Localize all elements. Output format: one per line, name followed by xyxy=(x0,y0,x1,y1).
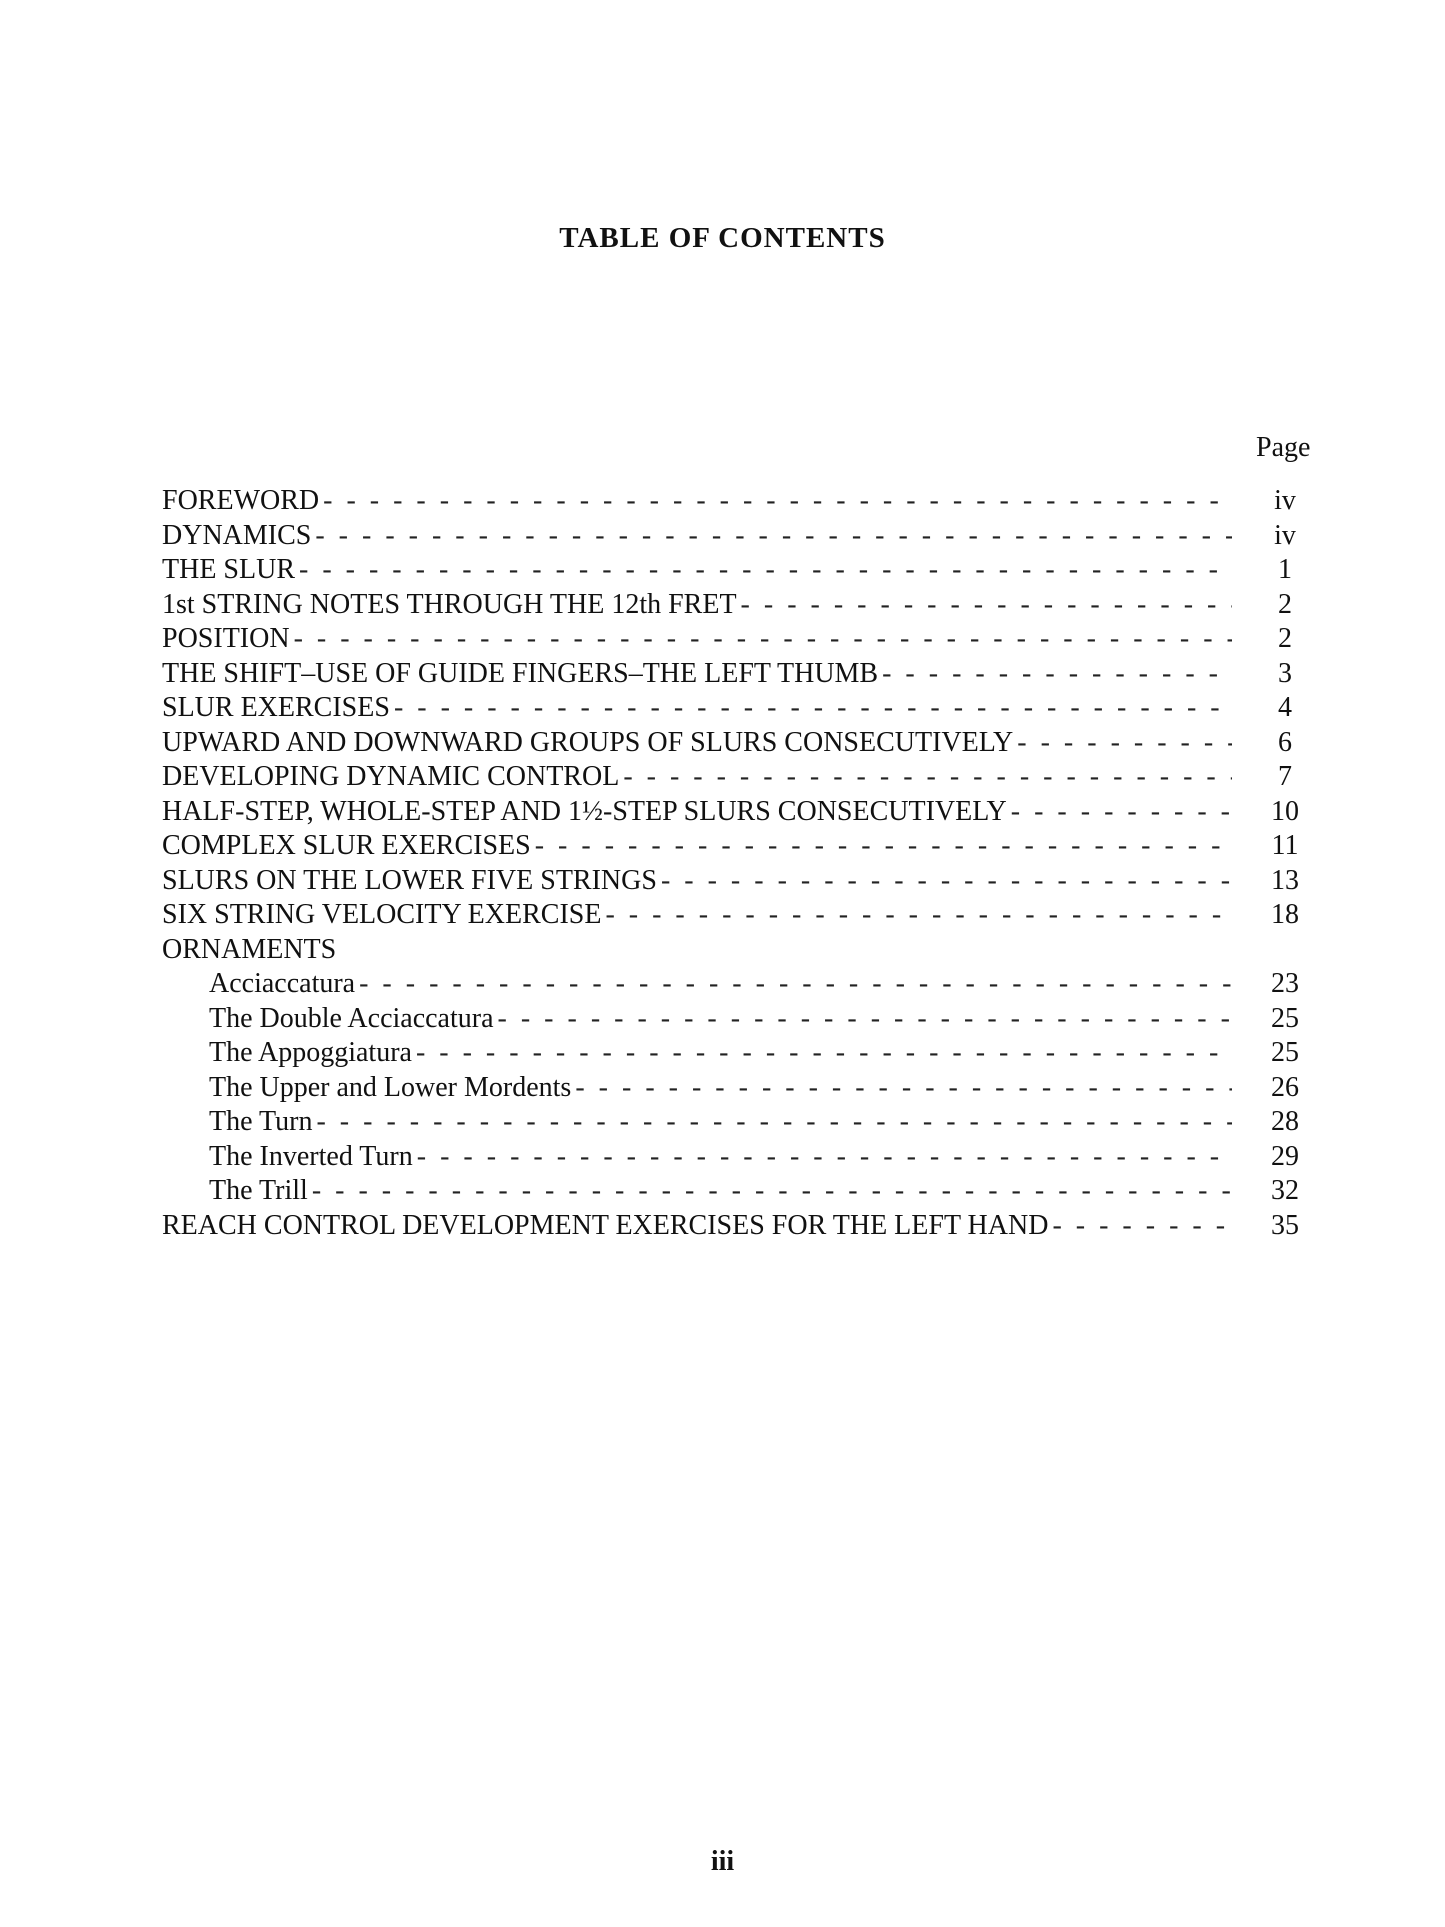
table-of-contents xyxy=(162,484,1312,1243)
toc-entry-page: 11 xyxy=(1271,830,1299,861)
toc-dot-leader xyxy=(294,622,1232,657)
toc-entry-page: 3 xyxy=(1278,657,1292,689)
toc-entry-page: 10 xyxy=(1271,795,1299,827)
toc-entry-title: SIX STRING VELOCITY EXERCISE xyxy=(162,899,602,930)
toc-entry-title: UPWARD AND DOWNWARD GROUPS OF SLURS CONSECUTIVELY xyxy=(162,726,1014,758)
toc-entry-title: The Turn xyxy=(209,1106,313,1137)
toc-entry-page: 4 xyxy=(1278,692,1292,723)
toc-dot-leader xyxy=(315,519,1232,554)
toc-entry-page: 25 xyxy=(1271,1037,1299,1068)
toc-entry-page: 32 xyxy=(1271,1175,1299,1206)
toc-entry xyxy=(162,519,1312,554)
toc-entry xyxy=(162,898,1312,933)
toc-entry-title: HALF-STEP, WHOLE-STEP AND 1½-STEP SLURS CONSECUTIVELY xyxy=(162,795,1007,827)
toc-entry-page: 18 xyxy=(1271,899,1299,930)
toc-dot-leader xyxy=(299,553,1232,588)
toc-entry xyxy=(162,1002,1312,1037)
toc-entry-title: DEVELOPING DYNAMIC CONTROL xyxy=(162,761,620,792)
toc-entry-title: ORNAMENTS xyxy=(162,933,337,965)
toc-entry-title: The Appoggiatura xyxy=(209,1037,412,1068)
toc-entry-page: 6 xyxy=(1278,726,1292,758)
toc-entry-title: SLUR EXERCISES xyxy=(162,692,390,723)
toc-dot-leader xyxy=(882,657,1232,692)
toc-entry-title: POSITION xyxy=(162,623,290,654)
toc-entry-title: The Double Acciaccatura xyxy=(209,1002,494,1034)
toc-entry-page: 2 xyxy=(1278,588,1292,620)
page-title: TABLE OF CONTENTS xyxy=(559,222,886,254)
toc-entry xyxy=(162,553,1312,588)
toc-entry xyxy=(162,1105,1312,1140)
toc-entry xyxy=(162,726,1312,761)
toc-entry xyxy=(162,657,1312,692)
toc-entry-title: Acciaccatura xyxy=(209,968,356,999)
page-column-header: Page xyxy=(1256,432,1311,463)
toc-entry-title: FOREWORD xyxy=(162,485,320,516)
toc-entry xyxy=(162,1036,1312,1071)
toc-dot-leader xyxy=(535,829,1232,864)
toc-entry-title: The Trill xyxy=(209,1175,308,1206)
toc-dot-leader xyxy=(575,1071,1232,1106)
toc-entry-page: 13 xyxy=(1271,864,1299,896)
toc-entry xyxy=(162,933,1312,968)
toc-entry xyxy=(162,795,1312,830)
toc-entry-title: The Upper and Lower Mordents xyxy=(209,1071,572,1103)
toc-entry-page: iv xyxy=(1274,485,1296,516)
toc-entry xyxy=(162,1071,1312,1106)
toc-entry xyxy=(162,1209,1312,1244)
toc-entry-page: 35 xyxy=(1271,1209,1299,1241)
toc-dot-leader xyxy=(312,1174,1232,1209)
toc-entry-title: COMPLEX SLUR EXERCISES xyxy=(162,830,531,861)
toc-dot-leader xyxy=(605,898,1232,933)
toc-entry xyxy=(162,588,1312,623)
toc-entry xyxy=(162,1140,1312,1175)
toc-entry xyxy=(162,967,1312,1002)
toc-entry-page: 2 xyxy=(1278,623,1292,654)
toc-entry xyxy=(162,484,1312,519)
toc-entry-title: THE SLUR xyxy=(162,554,295,585)
toc-dot-leader xyxy=(1011,795,1232,830)
toc-dot-leader xyxy=(1017,726,1232,761)
toc-entry-page: 7 xyxy=(1278,761,1292,792)
toc-entry-page: 23 xyxy=(1271,968,1299,999)
toc-dot-leader xyxy=(359,967,1232,1002)
toc-entry xyxy=(162,864,1312,899)
toc-entry xyxy=(162,829,1312,864)
toc-entry-title: REACH CONTROL DEVELOPMENT EXERCISES FOR THE LEFT HAND xyxy=(162,1209,1049,1241)
toc-entry-title: DYNAMICS xyxy=(162,519,312,551)
toc-dot-leader xyxy=(623,760,1232,795)
toc-entry-page: 25 xyxy=(1271,1002,1299,1034)
toc-entry xyxy=(162,691,1312,726)
toc-dot-leader xyxy=(498,1002,1232,1037)
toc-dot-leader xyxy=(417,1140,1232,1175)
toc-entry-page: 28 xyxy=(1271,1106,1299,1137)
toc-entry xyxy=(162,1174,1312,1209)
toc-dot-leader xyxy=(1052,1209,1232,1244)
toc-entry-title: The Inverted Turn xyxy=(209,1140,413,1172)
toc-dot-leader xyxy=(416,1036,1232,1071)
toc-dot-leader xyxy=(323,484,1232,519)
toc-entry-page: 29 xyxy=(1271,1140,1299,1172)
toc-dot-leader xyxy=(316,1105,1232,1140)
toc-entry-page: 26 xyxy=(1271,1071,1299,1103)
toc-entry-page: iv xyxy=(1274,519,1296,551)
toc-entry-title: THE SHIFT–USE OF GUIDE FINGERS–THE LEFT THUMB xyxy=(162,657,879,689)
toc-entry xyxy=(162,760,1312,795)
toc-entry-title: SLURS ON THE LOWER FIVE STRINGS xyxy=(162,864,657,896)
toc-dot-leader xyxy=(741,588,1232,623)
toc-entry xyxy=(162,622,1312,657)
toc-entry-title: 1st STRING NOTES THROUGH THE 12th FRET xyxy=(162,588,737,620)
toc-entry-page: 1 xyxy=(1278,554,1292,585)
footer-page-number: iii xyxy=(710,1846,735,1877)
toc-dot-leader xyxy=(394,691,1232,726)
toc-dot-leader xyxy=(661,864,1232,899)
